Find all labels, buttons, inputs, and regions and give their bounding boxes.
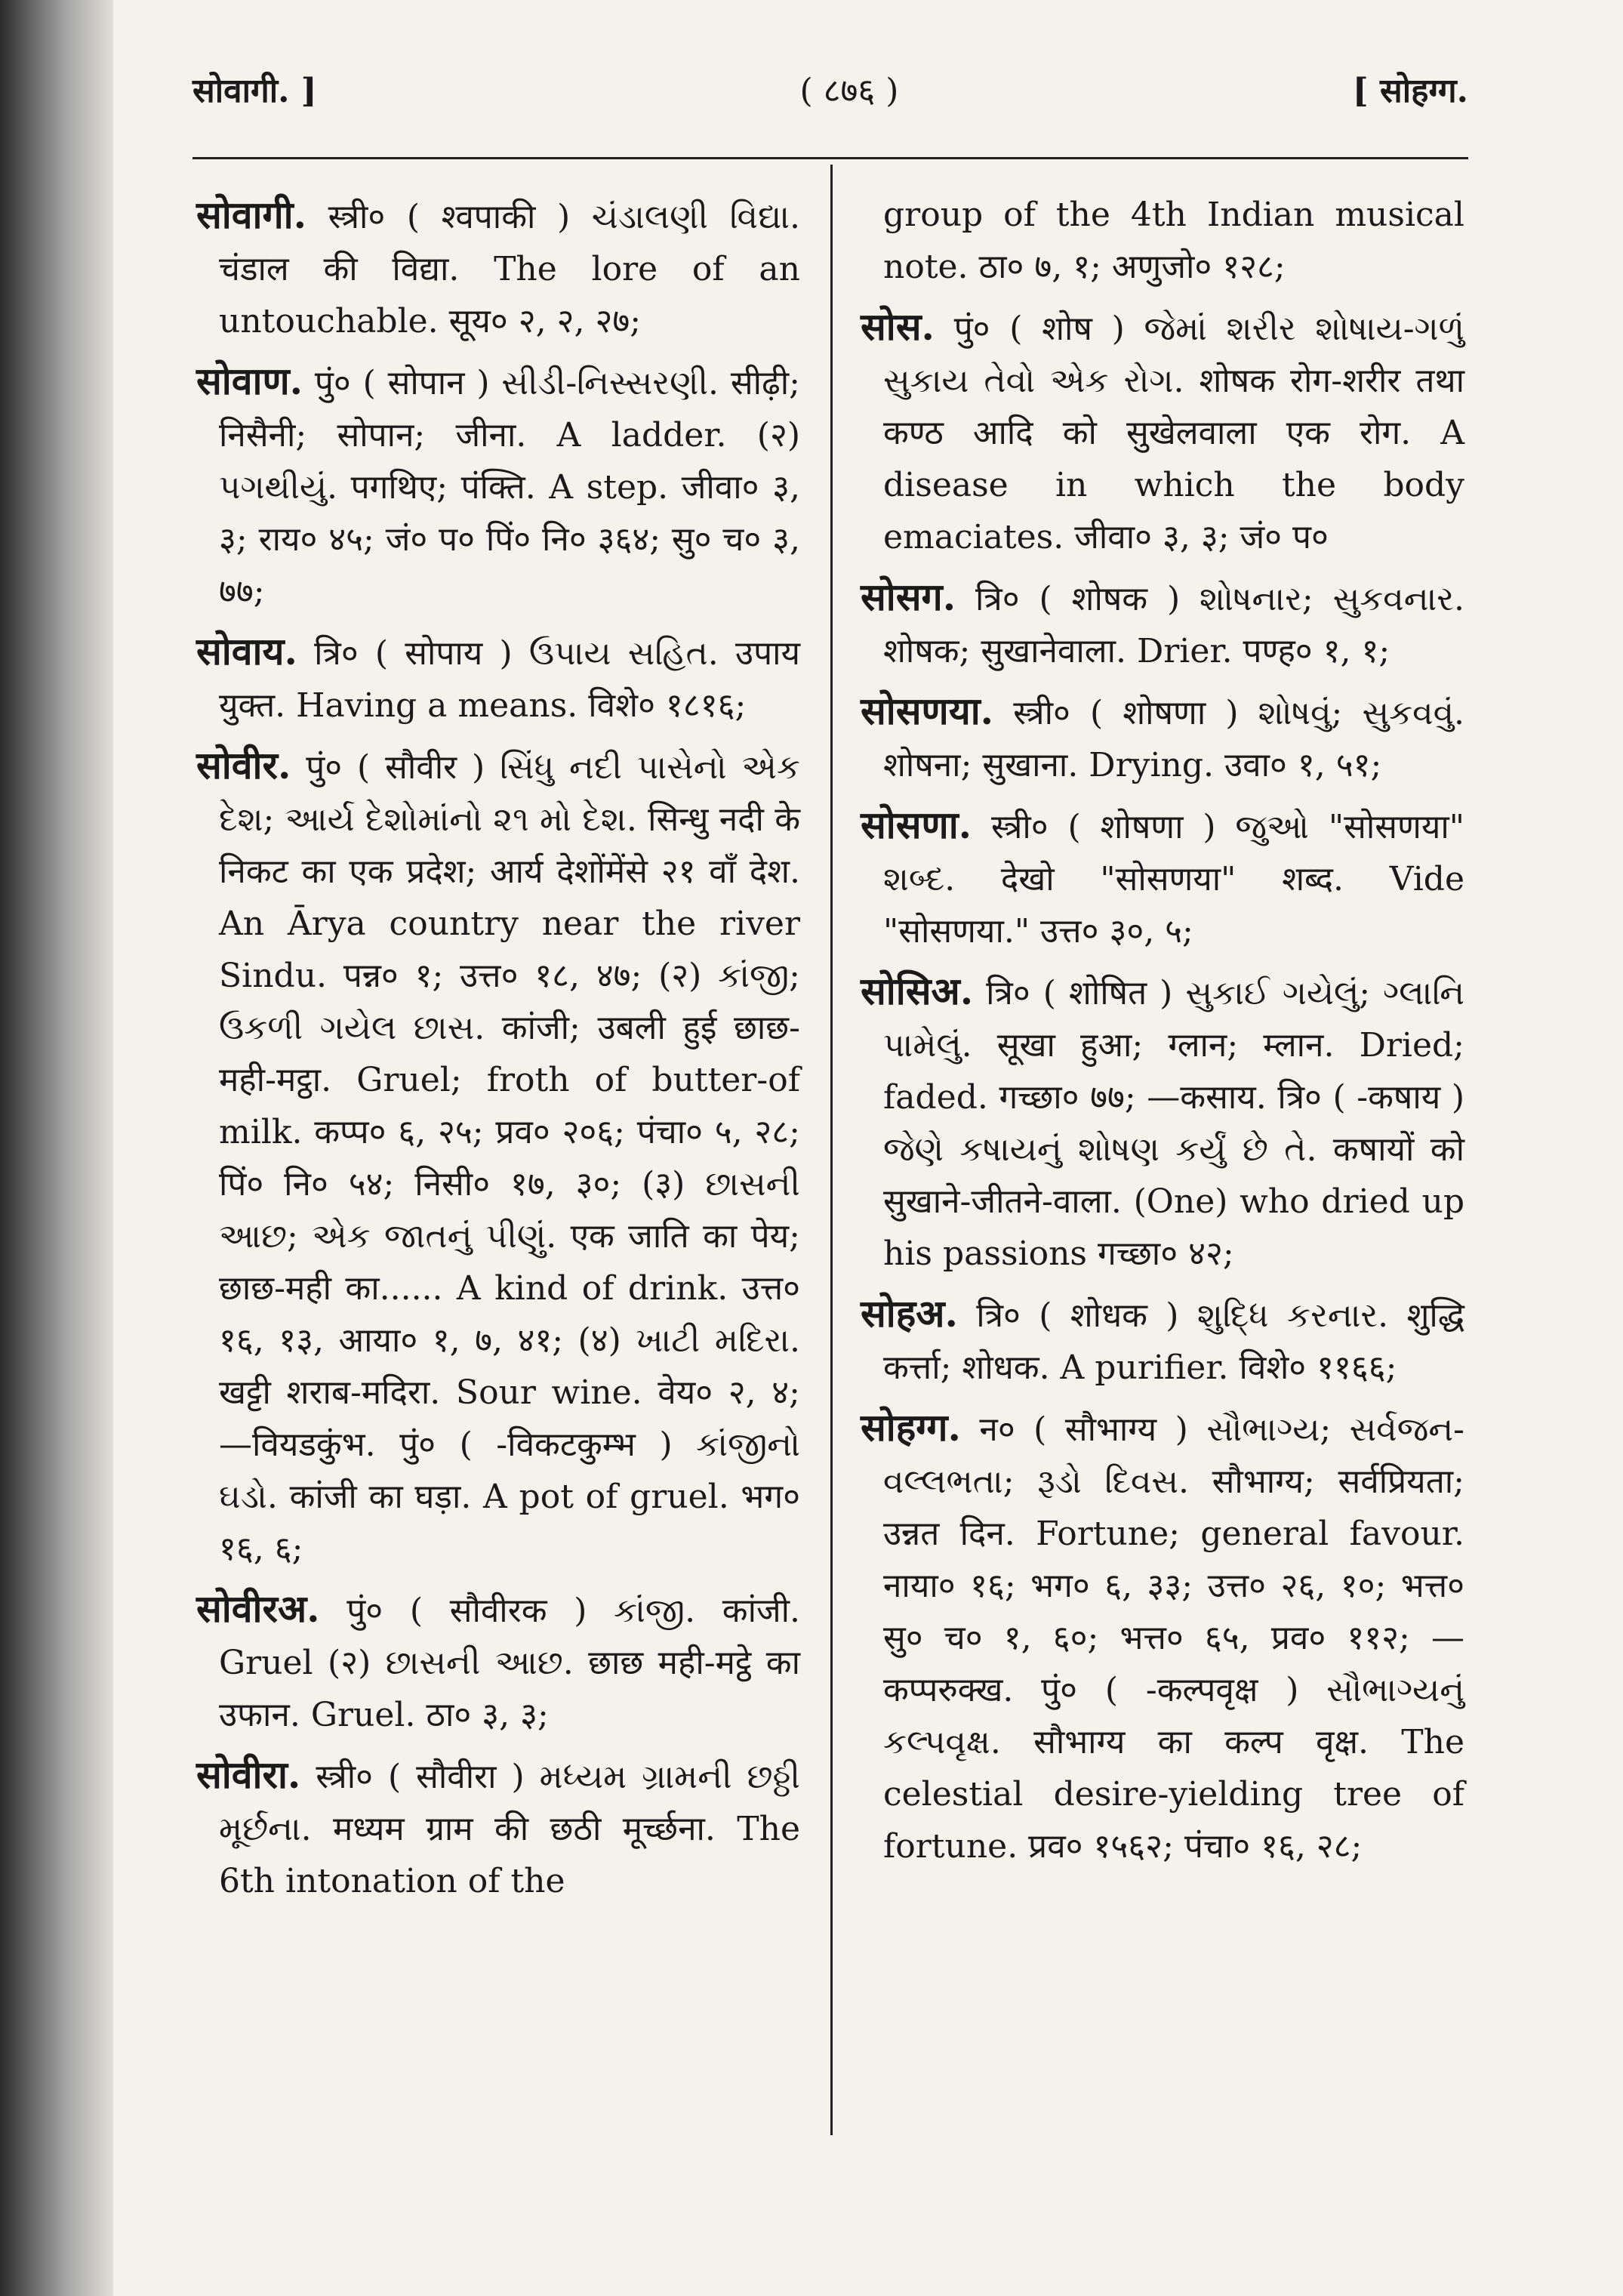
headword: सोवीरा. [196, 1752, 301, 1797]
headword: सोवागी. [196, 193, 307, 237]
dictionary-entry [196, 625, 800, 732]
column-divider [830, 165, 833, 2135]
entry-text: स्त्री० ( श्वपाकी ) ચંડાલણી વિદ્યા. चंडाल की विद्या. The lore of an untouchable. सूय० २, २, २७; [219, 198, 800, 341]
headword: सोहअ. [861, 1291, 958, 1336]
headword: सोसणा. [861, 803, 972, 847]
dictionary-entry [861, 965, 1464, 1280]
headword: सोवीरअ. [196, 1586, 320, 1631]
dictionary-entry [861, 799, 1464, 957]
headword: सोस. [861, 304, 935, 349]
dictionary-entry [196, 355, 800, 618]
dictionary-entry [861, 1287, 1464, 1394]
entry-text: पुं० ( सौवीर ) સિંધુ નદી પાસેનો એક દેશ; આર્ય દેશોમાંનો ૨૧ મો દેશ. सिन्धु नदी के निकट का एक प्रदेश; आर्य देशोंमेंसे २१ वाँ देश. An Ārya country near the river Sindu. पन्न० १; उत्त० १८, ४७; (२) કાંજી; ઉકળી ગયેલ છાસ. कांजी; उबली हुई छाछ-मही-मट्ठा. Gruel; froth of butter-of milk. कप्प० ६, २५; प्रव० २०६; पंचा० ५, २८; पिं० नि० ५४; निसी० १७, ३०; (३) છાસની આછ; એક જાતનું પીણું. एक जाति का पेय; छाछ-मही का...... A kind of drink. उत्त० १६, १३, आया० १, ७, ४१; (४) ખાટી મદિરા. खट्टी शराब-मदिरा. Sour wine. वेय० २, ४; —वियडकुंभ. पुं० ( -विकटकुम्भ ) કાંજીનો ઘડો. कांजी का घड़ा. A pot of gruel. भग० १६, ६; [219, 748, 800, 1568]
entry-text: त्रि० ( शोधक ) શુદ્ધિ કરનાર. शुद्धि कर्त्ता; शोधक. A purifier. विशे० ११६६; [883, 1296, 1464, 1387]
right-column [861, 189, 1464, 1880]
page-number: ( ८७६ ) [799, 72, 899, 110]
headword: सोसिअ. [861, 969, 974, 1013]
dictionary-entry [861, 1401, 1464, 1872]
header-right-guideword: [ सोहग्ग. [1352, 72, 1468, 110]
headword: सोहग्ग. [861, 1405, 961, 1450]
headword: सोसग. [861, 575, 956, 619]
headword: सोसणया. [861, 689, 994, 733]
entry-text: त्रि० ( शोषक ) શોષનાર; સુકવનાર. शोषक; सुखानेवाला. Drier. पण्ह० १, १; [883, 580, 1464, 670]
headword: सोवाय. [196, 629, 297, 673]
entry-text: न० ( सौभाग्य ) સૌભાગ્ય; સર્વજન-વલ્લભતા; રૂડો દિવસ. सौभाग्य; सर्वप्रियता; उन्नत दिन. Fortune; general favour. नाया० १६; भग० ६, ३३; उत्त० २६, १०; भत्त० सु० च० १, ६०; भत्त० ६५, प्रव० ११२; —कप्परुक्ख. पुं० ( -कल्पवृक्ष ) સૌભાગ્યનું કલ્પવૃક્ષ. सौभाग्य का कल्प वृक्ष. The celestial desire-yielding tree of fortune. प्रव० १५६२; पंचा० १६, २८; [883, 1410, 1464, 1866]
dictionary-entry [196, 739, 800, 1575]
left-column [196, 189, 800, 1915]
dictionary-entry [861, 571, 1464, 677]
header-left-guideword: सोवागी. ] [192, 72, 317, 110]
dictionary-entry [861, 685, 1464, 791]
page-header [192, 66, 1468, 134]
dictionary-entry [861, 300, 1464, 563]
entry-text: पुं० ( शोष ) જેમાં શરીર શોષાય-ગળું સુકાય તેવો એક રોગ. शोषक रोग-शरीर तथा कण्ठ आदि को सुखेलवाला एक रोग. A disease in which the body emaciates. जीवा० ३, ३; जं० प० [883, 310, 1464, 556]
entry-text: group of the 4th Indian musical note. ठा० ७, १; अणुजो० १२८; [883, 196, 1464, 286]
entry-text: पुं० ( सौवीरक ) કાંજી. कांजी. Gruel (२) છાસની આછ. छाछ मही-मट्ठे का उफान. Gruel. ठा० ३, ३; [219, 1592, 800, 1734]
entry-text: पुं० ( सोपान ) સીડી-નિસ્સરણી. सीढ़ी; निसैनी; सोपान; जीना. A ladder. (२) પગથીયું. पगथिए; पंक्ति. A step. जीवा० ३, ३; राय० ४५; जं० प० पिं० नि० ३६४; सु० च० ३, ७७; [219, 364, 800, 611]
dictionary-entry [196, 189, 800, 347]
dictionary-entry [196, 1749, 800, 1907]
entry-text: त्रि० ( सोपाय ) ઉપાય સહિત. उपाय युक्त. Having a means. विशे० १८१६; [219, 634, 800, 725]
page-binding-shadow [0, 0, 113, 2296]
entry-text: त्रि० ( शोषित ) સુકાઈ ગયેલું; ગ્લાનિ પામેલું. सूखा हुआ; ग्लान; म्लान. Dried; faded. गच्छा० ७७; —कसाय. त्रि० ( -कषाय ) જેણે કષાયનું શોષણ કર્યું છે તે. कषायों को सुखाने-जीतने-वाला. (One) who dried up his passions गच्छा० ४२; [883, 974, 1464, 1273]
headword: सोवाण. [196, 359, 303, 403]
entry-continuation [861, 189, 1464, 293]
entry-text: स्त्री० ( शोषणा ) જુઓ "सोसणया" શબ્દ. देखो "सोसणया" शब्द. Vide "सोसणया." उत्त० ३०, ५; [883, 808, 1464, 951]
headword: सोवीर. [196, 743, 291, 787]
header-rule [192, 157, 1468, 159]
entry-text: स्त्री० ( सौवीरा ) મધ્યમ ગ્રામની છઠ્ઠી મૂર્છના. मध्यम ग्राम की छठी मूर्च्छना. The 6th intonation of the [219, 1758, 800, 1900]
entry-text: स्त्री० ( शोषणा ) શોષવું; સુકવવું. शोषना; सुखाना. Drying. उवा० १, ५१; [883, 694, 1464, 784]
dictionary-entry [196, 1583, 800, 1741]
